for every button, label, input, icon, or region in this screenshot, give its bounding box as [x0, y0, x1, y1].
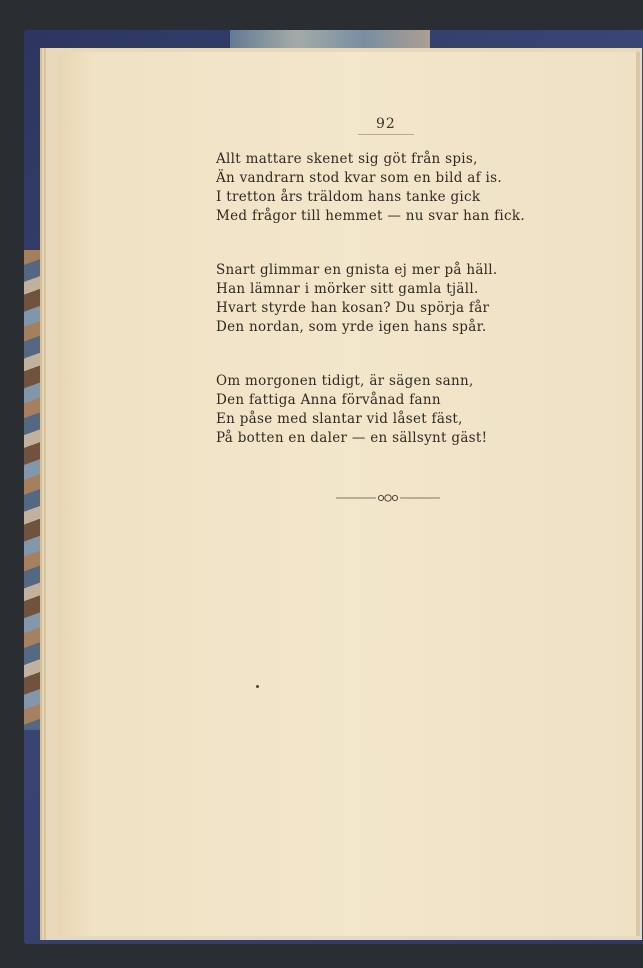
page-number: 92 [376, 116, 396, 132]
verse-line: Han lämnar i mörker sitt gamla tjäll. [216, 281, 479, 297]
page-number-rule [358, 134, 414, 135]
book-page [58, 52, 640, 936]
verse-line: Hvart styrde han kosan? Du spörja får [216, 300, 490, 316]
verse-line: På botten en daler — en sällsynt gäst! [216, 430, 488, 446]
verse-line: Med frågor till hemmet — nu svar han fick. [216, 208, 525, 224]
cover-marbled-top [230, 30, 430, 50]
stanza-3 [216, 372, 487, 448]
end-ornament-icon [336, 492, 440, 504]
stanza-1 [216, 150, 525, 226]
verse-line: Den nordan, som yrde igen hans spår. [216, 319, 487, 335]
verse-line: Än vandrarn stod kvar som en bild af is. [216, 170, 502, 186]
page-edge [636, 52, 640, 936]
verse-line: En påse med slantar vid låset fäst, [216, 411, 463, 427]
verse-line: Om morgonen tidigt, är sägen sann, [216, 373, 474, 389]
verse-line: Den fattiga Anna förvånad fann [216, 392, 441, 408]
verse-line: Snart glimmar en gnista ej mer på häll. [216, 262, 498, 278]
paper-speck [256, 685, 259, 688]
verse-line: Allt mattare skenet sig göt från spis, [216, 151, 478, 167]
stanza-2 [216, 261, 498, 337]
verse-line: I tretton års träldom hans tanke gick [216, 189, 481, 205]
